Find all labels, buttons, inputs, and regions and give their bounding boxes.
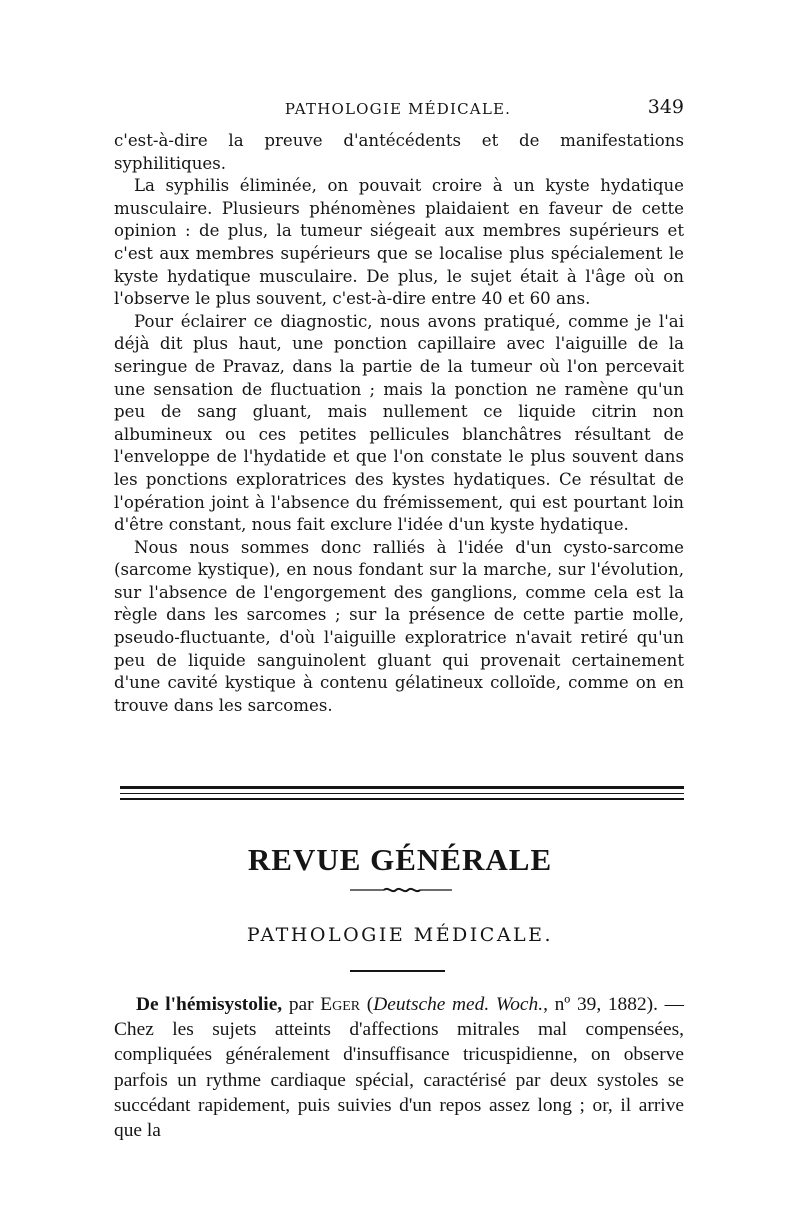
article-citation: , nº 39, 1882). — bbox=[543, 994, 684, 1015]
section-divider-thick bbox=[120, 786, 684, 789]
paragraph-diagnostic: Pour éclairer ce diagnostic, nous avons pratiqué, comme je l'ai déjà dit plus haut, une ponction capillaire avec l'aiguille de la seringue de Pravaz, dans la partie de la tumeur où l'on percevait une sensation de fluctuation ; mais la ponction ne ramène qu'un peu de sang gluant, mais nullement ce liquide citrin non albumineux ou ces petites pellicules blanchâtres résultant de l'enveloppe de l'hydatide et que l'on constate le plus souvent dans les ponctions exploratrices des kystes hydatiques. Ce résultat de l'opération joint à l'absence du frémissement, qui est pourtant loin d'être constant, nous fait exclure l'idée d'un kyste hydatique. bbox=[114, 311, 684, 535]
section-title: REVUE GÉNÉRALE bbox=[247, 842, 553, 877]
short-divider bbox=[350, 970, 445, 972]
paragraph-kyste-hydatique: La syphilis éliminée, on pouvait croire à un kyste hydatique musculaire. Plusieurs phénomènes plaidaient en faveur de cette opinion : de plus, la tumeur siégeait aux membres supérieurs et c'est aux membres supérieurs que se localise plus spécialement le kyste hydatique musculaire. De plus, le sujet était à l'âge où on l'observe le plus souvent, c'est-à-dire entre 40 et 60 ans. bbox=[114, 176, 684, 309]
article-author: Eger bbox=[320, 994, 361, 1015]
article-hemisystolie bbox=[114, 992, 684, 1143]
running-head bbox=[112, 98, 684, 122]
article-title: De l'hémisystolie, bbox=[136, 994, 283, 1015]
article-by: par bbox=[288, 994, 314, 1015]
paragraph-cysto-sarcome: Nous nous sommes donc ralliés à l'idée d'un cysto-sarcome (sarcome kystique), en nous fondant sur la marche, sur l'évolution, sur l'absence de l'engorgement des ganglions, comme cela est la règle dans les sarcomes ; sur la présence de cette partie molle, pseudo-fluctuante, d'où l'aiguille exploratrice n'avait retiré qu'un peu de liquide sanguinolent gluant qui provenait certainement d'une cavité kystique à contenu gélatineux colloïde, comme on en trouve dans les sarcomes. bbox=[114, 537, 684, 715]
section-divider-lower bbox=[120, 798, 684, 800]
body-text bbox=[114, 130, 684, 717]
article-text: Chez les sujets atteints d'affections mitrales mal compensées, compliquées généralement d'insuffisance tricuspidienne, on observe parfois un rythme cardiaque spécial, caractérisé par deux systoles se succédant rapidement, puis suivies d'un repos assez long ; or, il arrive que la bbox=[114, 1019, 684, 1142]
section-divider-thin bbox=[120, 793, 684, 794]
running-title: PATHOLOGIE MÉDICALE. bbox=[284, 100, 512, 118]
paragraph-continuation: c'est-à-dire la preuve d'antécédents et de manifestations syphilitiques. bbox=[114, 131, 684, 173]
page-number: 349 bbox=[647, 96, 684, 118]
subsection-title: PATHOLOGIE MÉDICALE. bbox=[246, 924, 554, 946]
article-paragraph: De l'hémisystolie, par Eger (Deutsche med. Woch., nº 39, 1882). — Chez les sujets atteints d'affections mitrales mal compensées, compliquées généralement d'insuffisance tricuspidienne, on observe parfois un rythme cardiaque spécial, caractérisé par deux systoles se succédant rapidement, puis suivies d'un repos assez long ; or, il arrive que la bbox=[114, 994, 684, 1142]
ornament-flourish-icon bbox=[350, 886, 452, 894]
article-journal: Deutsche med. Woch. bbox=[373, 994, 544, 1015]
